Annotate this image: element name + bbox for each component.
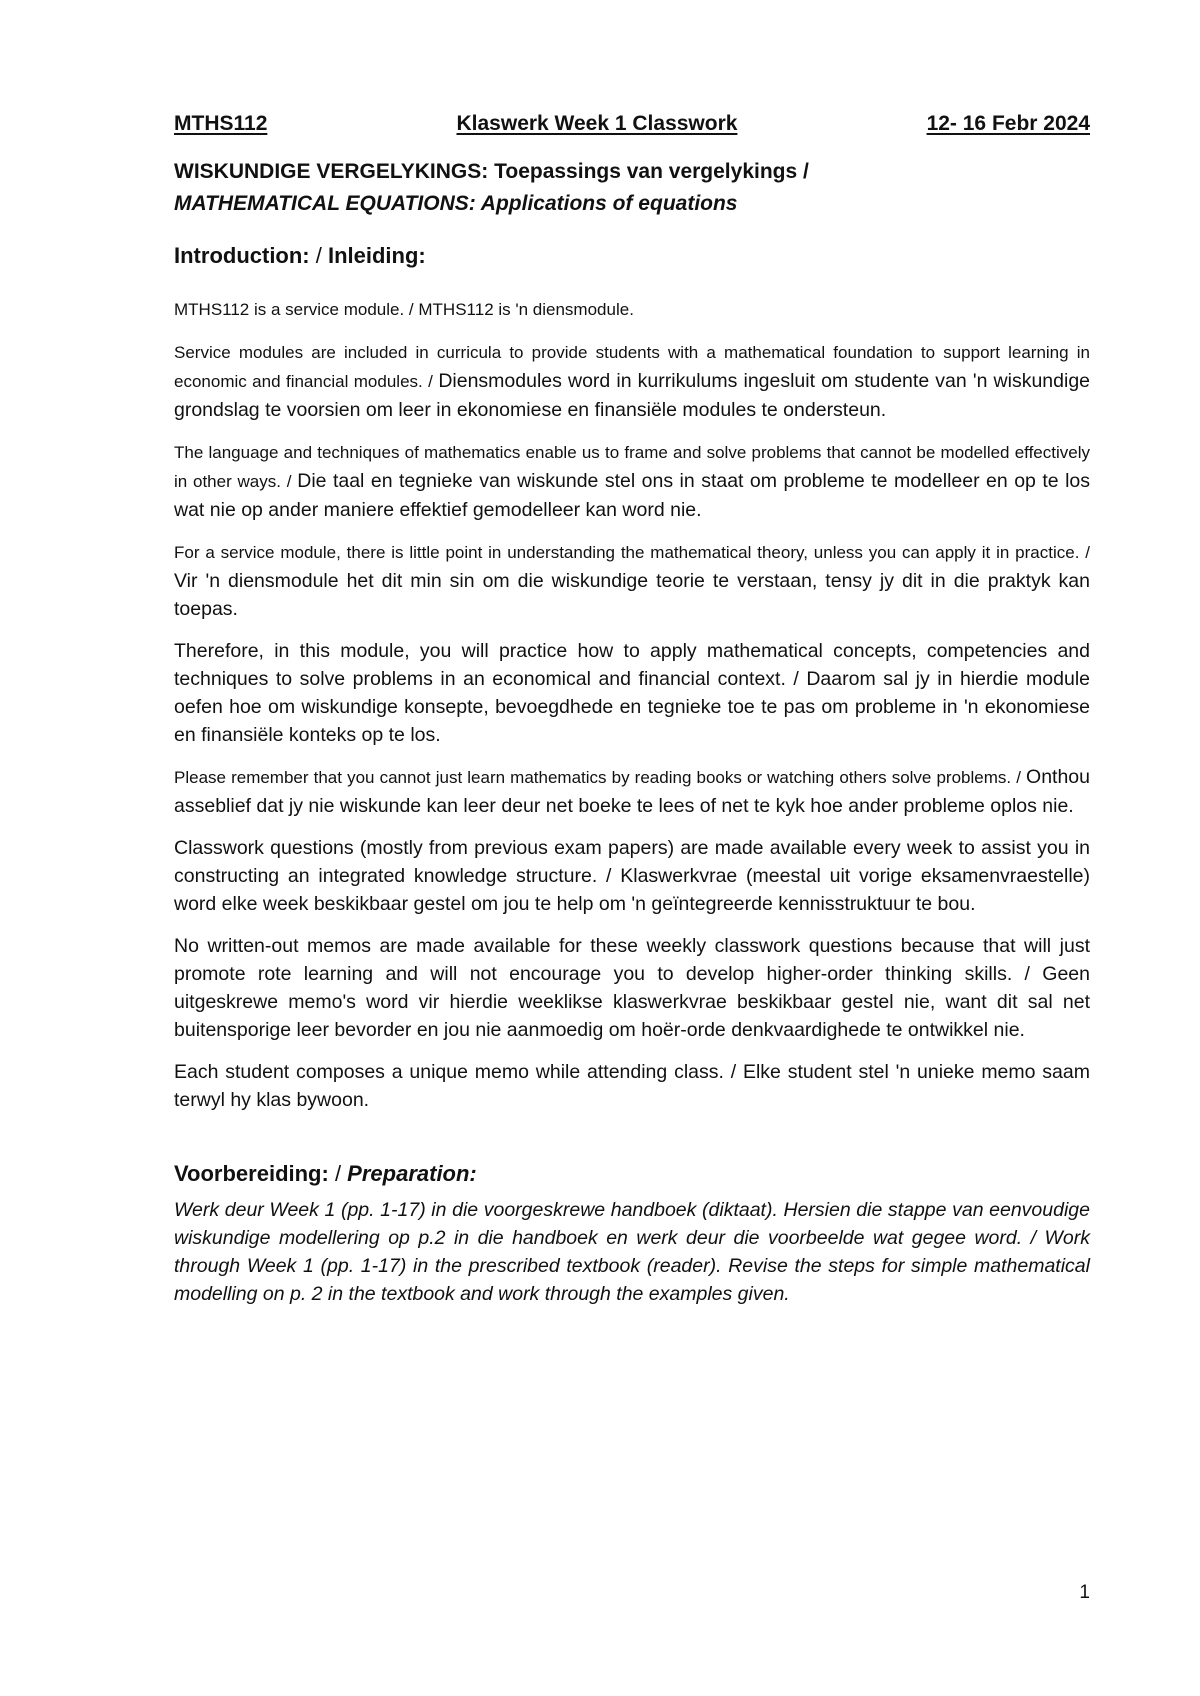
intro-paragraph-8: No written-out memos are made available for these weekly classwork questions because that will just promote rote learning and will not encourage you to develop higher-order thinking skills. / Geen uitgeskrewe memo's word vir hierdie weeklikse klaswerkvrae beskikbaar gestel nie, want dit sal net buitensporige leer bevorder en jou nie aanmoedig om hoër-orde denkvaardighede te ontwikkel nie. bbox=[174, 935, 1090, 1041]
intro-paragraph-1: MTHS112 is a service module. / MTHS112 is 'n diensmodule. bbox=[174, 300, 634, 319]
document-title-en: MATHEMATICAL EQUATIONS: Applications of equations bbox=[174, 192, 738, 215]
intro-paragraph-3 bbox=[174, 438, 1090, 524]
p3-afrikaans: Die taal en tegnieke van wiskunde stel ons in staat om probleme te modelleer en op te los wat nie op ander maniere effektief gemodelleer kan word nie. bbox=[174, 470, 1090, 521]
document-title-af bbox=[174, 156, 1090, 188]
intro-paragraph-7: Classwork questions (mostly from previous exam papers) are made available every week to assist you in constructing an integrated knowledge structure. / Klaswerkvrae (meestal uit vorige eksamenvraestelle) word elke week beskikbaar gestel om jou te help om 'n geïntegreerde kennisstruktuur te bou. bbox=[174, 837, 1090, 915]
intro-paragraph-9: Each student composes a unique memo while attending class. / Elke student stel 'n unieke memo saam terwyl hy klas bywoon. bbox=[174, 1061, 1090, 1111]
p2-afrikaans: Diensmodules word in kurrikulums ingesluit om studente van 'n wiskundige grondslag te voorsien om leer in ekonomiese en finansiële modules te ondersteun. bbox=[174, 370, 1091, 421]
preparation-text: Werk deur Week 1 (pp. 1-17) in die voorgeskrewe handboek (diktaat). Hersien die stappe van eenvoudige wiskundige modellering op p.2 in die handboek en werk deur die voorbeelde wat gegee word. / Work through Week 1 (pp. 1-17) in the prescribed textbook (reader). Revise the steps for simple mathematical modelling on p. 2 in the textbook and work through the examples given. bbox=[174, 1199, 1090, 1305]
intro-paragraph-4 bbox=[174, 538, 1090, 623]
course-code: MTHS112 bbox=[174, 112, 268, 135]
intro-paragraph-6 bbox=[174, 763, 1090, 820]
intro-paragraph-2 bbox=[174, 338, 1090, 424]
p4-english: For a service module, there is little point in understanding the mathematical theory, unless you can apply it in practice. / bbox=[174, 543, 1090, 562]
title-rest: Toepassings van vergelykings / bbox=[488, 160, 809, 183]
header-dates: 12- 16 Febr 2024 bbox=[926, 112, 1090, 135]
p2-english: Service modules are included in curricula to provide students with a mathematical foundation to support learning in economic and financial modules. / bbox=[174, 343, 1090, 391]
header-title: Klaswerk Week 1 Classwork bbox=[456, 112, 738, 135]
intro-heading bbox=[174, 240, 1090, 272]
intro-heading-af: Inleiding: bbox=[327, 243, 426, 268]
page-header bbox=[174, 112, 1090, 146]
preparation-heading-en: Preparation: bbox=[347, 1161, 477, 1186]
preparation-heading bbox=[174, 1158, 1090, 1190]
intro-paragraph-5: Therefore, in this module, you will practice how to apply mathematical concepts, competencies and techniques to solve problems in an economical and financial context. / Daarom sal jy in hierdie module oefen hoe om wiskundige konsepte, bevoegdhede en tegnieke toe te pas om probleme in 'n ekonomiese en finansiële konteks op te los. bbox=[174, 640, 1090, 746]
intro-heading-sep: / bbox=[309, 243, 328, 268]
title-bold: WISKUNDIGE VERGELYKINGS: bbox=[174, 160, 489, 183]
page-number: 1 bbox=[1079, 1582, 1090, 1603]
preparation-heading-sep: / bbox=[328, 1161, 348, 1186]
preparation-heading-af: Voorbereiding: bbox=[174, 1161, 329, 1186]
p6-afrikaans: Onthou asseblief dat jy nie wiskunde kan leer deur net boeke te lees of net te kyk hoe ander probleme oplos nie. bbox=[174, 766, 1090, 817]
page-content bbox=[174, 112, 1090, 1308]
p6-english: Please remember that you cannot just learn mathematics by reading books or watching others solve problems. / bbox=[174, 768, 1027, 787]
intro-heading-en: Introduction: bbox=[174, 243, 310, 268]
p3-english: The language and techniques of mathematics enable us to frame and solve problems that cannot be modelled effectively in other ways. / bbox=[174, 443, 1090, 491]
p4-afrikaans: Vir 'n diensmodule het dit min sin om die wiskundige teorie te verstaan, tensy jy dit in die praktyk kan toepas. bbox=[174, 570, 1090, 620]
